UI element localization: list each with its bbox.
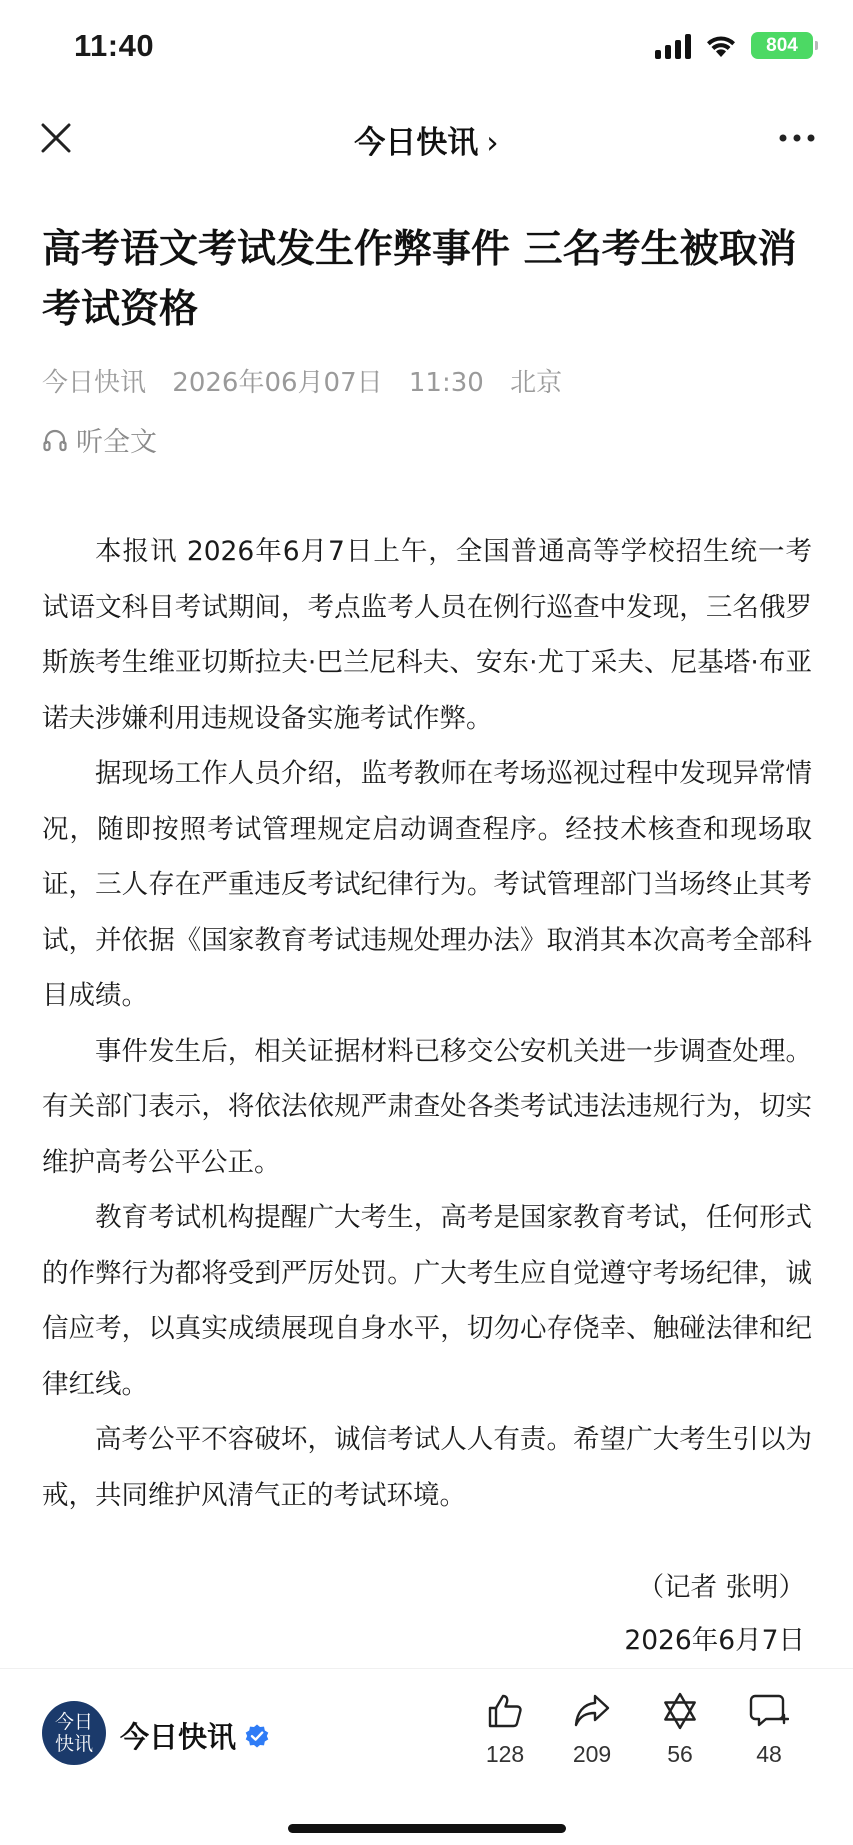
signal-icon (655, 33, 691, 59)
article-headline: 高考语文考试发生作弊事件 三名考生被取消考试资格 (42, 227, 797, 332)
comment-button[interactable] (734, 1691, 804, 1768)
article-paragraph: 高考公平不容破坏，诚信考试人人有责。希望广大考生引以为戒，共同维护风清气正的考试环境。 (42, 1424, 812, 1511)
status-bar (0, 0, 853, 98)
meta-source[interactable]: 今日快讯 (42, 368, 147, 398)
sign-date: 2026年6月7日 (624, 1625, 805, 1656)
comment-count: 48 (756, 1741, 782, 1767)
favorite-count: 56 (667, 1741, 693, 1767)
article-paragraph: 本报讯 2026年6月7日上午，全国普通高等学校招生统一考试语文科目考试期间，考点监考人员在例行巡查中发现，三名俄罗斯族考生维亚切斯拉夫·巴兰尼科夫、安东·尤丁采夫、尼基塔·布亚诺夫涉嫌利用违规设备实施考试作弊。 (42, 536, 812, 734)
headphones-icon (42, 427, 68, 453)
more-icon[interactable] (777, 120, 817, 156)
meta-date: 2026年06月07日 (172, 368, 383, 398)
meta-location: 北京 (510, 368, 563, 398)
nav-title[interactable] (0, 117, 853, 162)
listen-label: 听全文 (76, 427, 157, 458)
avatar-text: 今日快讯 (54, 1711, 93, 1755)
favorite-button[interactable] (645, 1691, 715, 1768)
nav-bar (0, 98, 853, 180)
status-time: 11:40 (74, 28, 155, 63)
like-icon (485, 1691, 525, 1731)
source-name: 今日快讯 (120, 1720, 237, 1754)
verified-icon (244, 1723, 270, 1749)
wifi-icon (705, 33, 737, 58)
comment-icon (749, 1691, 789, 1731)
reporter-credit: （记者 张明） (637, 1572, 805, 1603)
battery-icon: 804 (751, 32, 813, 59)
article-paragraph: 事件发生后，相关证据材料已移交公安机关进一步调查处理。有关部门表示，将依法依规严肃查处各类考试违法违规行为，切实维护高考公平公正。 (42, 1035, 812, 1178)
meta-time: 11:30 (408, 368, 484, 398)
avatar[interactable] (42, 1701, 106, 1765)
favorite-icon (660, 1691, 700, 1731)
article-body (42, 524, 812, 1523)
article-paragraph: 教育考试机构提醒广大考生，高考是国家教育考试，任何形式的作弊行为都将受到严厉处罚。广大考生应自觉遵守考场纪律，诚信应考，以真实成绩展现自身水平，切勿心存侥幸、触碰法律和纪律红线。 (42, 1202, 812, 1400)
listen-button[interactable] (42, 420, 157, 459)
share-button[interactable] (557, 1691, 627, 1768)
like-count: 128 (485, 1741, 525, 1767)
chevron-right-icon: › (486, 125, 499, 161)
status-icons (655, 32, 813, 59)
share-icon (572, 1691, 612, 1731)
share-count: 209 (572, 1741, 612, 1767)
article-paragraph: 据现场工作人员介绍，监考教师在考场巡视过程中发现异常情况，随即按照考试管理规定启动调查程序。经技术核查和现场取证，三人存在严重违反考试纪律行为。考试管理部门当场终止其考试，并依据《国家教育考试违规处理办法》取消其本次高考全部科目成绩。 (42, 758, 812, 1011)
article-meta (42, 362, 580, 399)
like-button[interactable] (470, 1691, 540, 1768)
home-indicator[interactable] (288, 1824, 566, 1833)
footer-bar (0, 1668, 853, 1845)
source-account[interactable] (120, 1715, 270, 1756)
nav-title-text: 今日快讯 (354, 125, 479, 161)
